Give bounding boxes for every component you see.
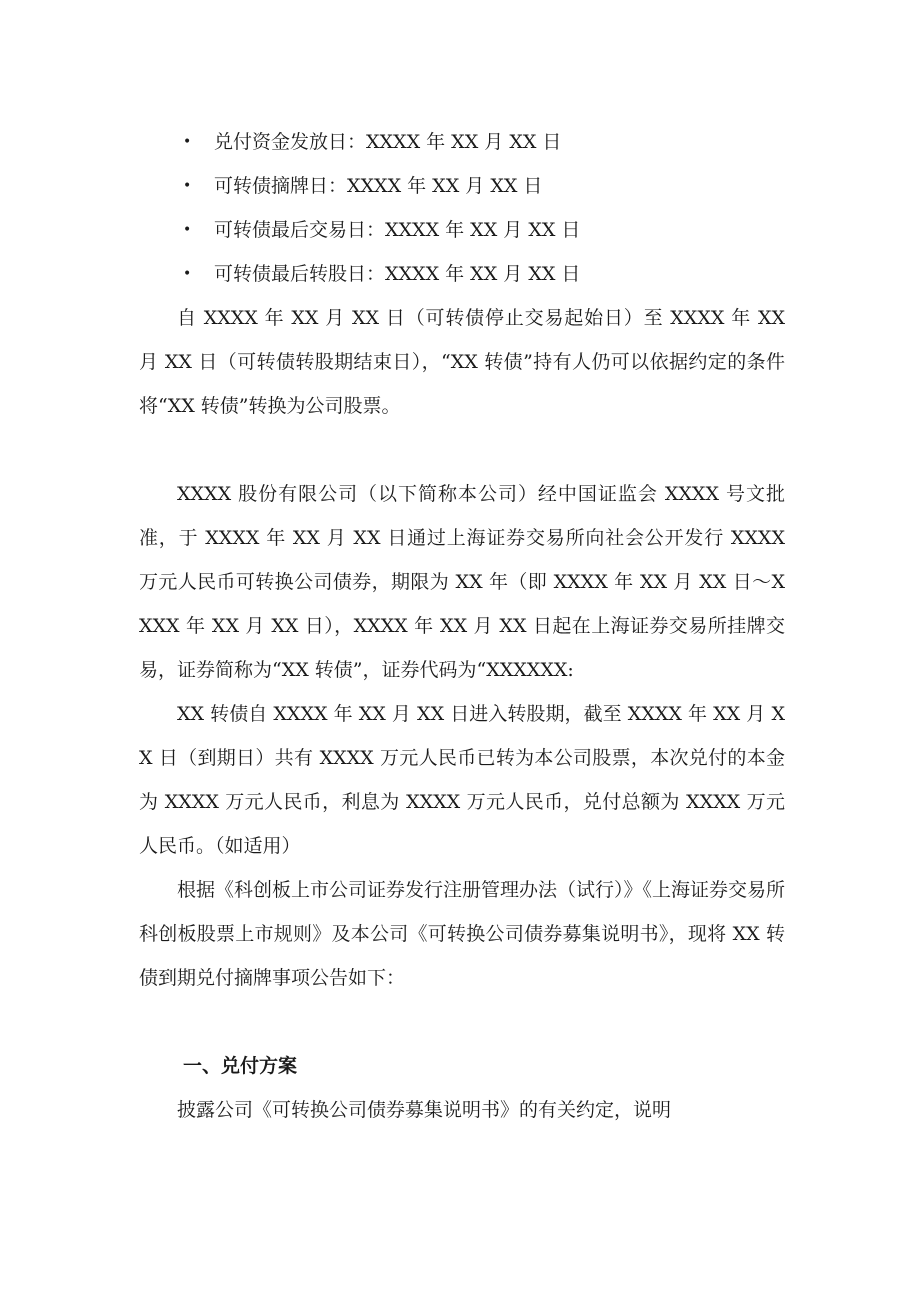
list-item — [139, 120, 785, 164]
paragraph-disclosure: 披露公司《可转换公司债券募集说明书》的有关约定，说明 — [177, 1099, 672, 1121]
section-heading: 一、兑付方案 — [183, 1055, 298, 1077]
list-item-text: 可转债最后交易日：XXXX 年 XX 月 XX 日 — [214, 219, 581, 241]
bullet-icon: • — [183, 178, 192, 194]
paragraph-legal-basis: 根据《科创板上市公司证券发行注册管理办法（试行）》《上海证券交易所科创板股票上市规则》及本公司《可转换公司债券募集说明书》，现将 XX 转债到期兑付摘牌事项公告如下： — [139, 879, 786, 989]
bullet-icon: • — [183, 134, 192, 150]
blank-line — [139, 1000, 785, 1022]
list-item — [139, 164, 785, 208]
list-item — [139, 208, 785, 252]
document-page — [139, 120, 785, 1132]
list-item — [139, 252, 785, 296]
date-list — [139, 120, 785, 296]
paragraph-conversion-period: 自 XXXX 年 XX 月 XX 日（可转债停止交易起始日）至 XXXX 年 XX 月 XX 日（可转债转股期结束日），“XX 转债”持有人仍可以依据约定的条件将“XX 转债”转换为公司股票。 — [139, 307, 785, 417]
list-item-text: 可转债最后转股日：XXXX 年 XX 月 XX 日 — [214, 263, 581, 285]
bullet-icon: • — [183, 222, 192, 238]
list-item-text: 兑付资金发放日：XXXX 年 XX 月 XX 日 — [214, 131, 562, 153]
list-item-text: 可转债摘牌日：XXXX 年 XX 月 XX 日 — [214, 175, 543, 197]
paragraph-issuance: XXXX 股份有限公司（以下简称本公司）经中国证监会 XXXX 号文批准，于 XXXX 年 XX 月 XX 日通过上海证券交易所向社会公开发行 XXXX 万元人民币可转换公司债券，期限为 XX 年（即 XXXX 年 XX 月 XX 日～XXXX 年 XX 月 XX 日），XXXX 年 XX 月 XX 日起在上海证券交易所挂牌交易，证券简称为“XX 转债”，证券代码为“XXXXXX: — [139, 483, 785, 681]
blank-line — [139, 428, 785, 472]
paragraph-redemption-amount: XX 转债自 XXXX 年 XX 月 XX 日进入转股期，截至 XXXX 年 XX 月 XX 日（到期日）共有 XXXX 万元人民币已转为本公司股票，本次兑付的本金为 XXXX 万元人民币，利息为 XXXX 万元人民币，兑付总额为 XXXX 万元人民币。（如适用） — [139, 703, 785, 857]
bullet-icon: • — [183, 266, 192, 282]
